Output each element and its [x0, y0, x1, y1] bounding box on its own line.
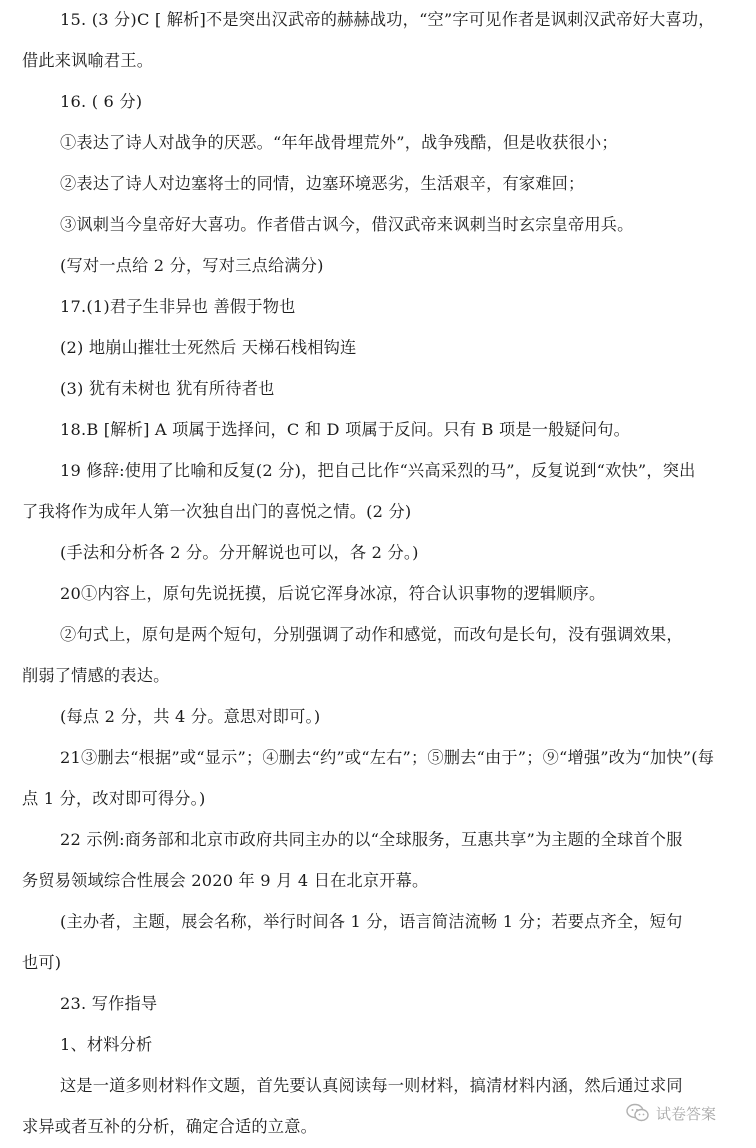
answer-19-line-2: 了我将作为成年人第一次独自出门的喜悦之情。(2 分) [22, 502, 412, 521]
answer-20-point-2-line-1: ②句式上，原句是两个短句，分别强调了动作和感觉，而改句是长句，没有强调效果， [60, 625, 683, 644]
answer-17-item-3: (3) 犹有未树也 犹有所待者也 [60, 379, 275, 398]
answer-22-line-2: 务贸易领域综合性展会 2020 年 9 月 4 日在北京开幕。 [22, 871, 429, 890]
answer-23-subheading: 1、材料分析 [60, 1035, 153, 1054]
answer-17-item-2: (2) 地崩山摧壮士死然后 天梯石栈相钩连 [60, 338, 357, 357]
answer-23-paragraph-line-2: 求异或者互补的分析，确定合适的立意。 [22, 1117, 317, 1136]
answer-15-line-1: 15. (3 分)C [ 解析]不是突出汉武帝的赫赫战功，“空”字可见作者是讽刺汉武帝好大喜功， [60, 10, 715, 29]
answer-19-scoring-note: (手法和分析各 2 分。分开解说也可以，各 2 分。) [60, 543, 419, 562]
answer-19-line-1: 19 修辞:使用了比喻和反复(2 分)，把自己比作“兴高采烈的马”，反复说到“欢快”，突出 [60, 461, 696, 480]
answer-21-line-2: 点 1 分，改对即可得分。) [22, 789, 206, 808]
answer-16-heading: 16. ( 6 分) [60, 92, 143, 111]
answer-22-scoring-note-line-2: 也可) [22, 953, 62, 972]
answer-20-point-2-line-2: 削弱了情感的表达。 [22, 666, 170, 685]
answer-16-scoring-note: (写对一点给 2 分，写对三点给满分) [60, 256, 324, 275]
watermark [626, 1098, 716, 1128]
answer-16-point-3: ③讽刺当今皇帝好大喜功。作者借古讽今，借汉武帝来讽刺当时玄宗皇帝用兵。 [60, 215, 634, 234]
watermark-text: 试卷答案 [656, 1104, 717, 1123]
answer-17-item-1: 17.(1)君子生非异也 善假于物也 [60, 297, 296, 316]
answer-16-point-2: ②表达了诗人对边塞将士的同情，边塞环境恶劣，生活艰辛，有家难回； [60, 174, 585, 193]
answer-15-line-2: 借此来讽喻君王。 [22, 51, 154, 70]
answer-21-line-1: 21③删去“根据”或“显示”；④删去“约”或“左右”；⑤删去“由于”；⑨“增强”改为“加快”(每 [60, 748, 715, 767]
answer-20-point-1: 20①内容上，原句先说抚摸，后说它浑身冰凉，符合认识事物的逻辑顺序。 [60, 584, 606, 603]
answer-16-point-1: ①表达了诗人对战争的厌恶。“年年战骨埋荒外”，战争残酷，但是收获很小； [60, 133, 618, 152]
answer-23-heading: 23. 写作指导 [60, 994, 158, 1013]
answer-23-paragraph-line-1: 这是一道多则材料作文题，首先要认真阅读每一则材料，搞清材料内涵，然后通过求同 [60, 1076, 683, 1095]
wechat-icon [626, 1103, 650, 1123]
answer-20-scoring-note: (每点 2 分，共 4 分。意思对即可。) [60, 707, 321, 726]
answer-22-line-1: 22 示例:商务部和北京市政府共同主办的以“全球服务，互惠共享”为主题的全球首个服 [60, 830, 683, 849]
answer-18-line: 18.B [解析] A 项属于选择问，C 和 D 项属于反问。只有 B 项是一般疑问句。 [60, 420, 631, 439]
answer-22-scoring-note-line-1: (主办者，主题，展会名称，举行时间各 1 分，语言简洁流畅 1 分；若要点齐全，短句 [60, 912, 683, 931]
